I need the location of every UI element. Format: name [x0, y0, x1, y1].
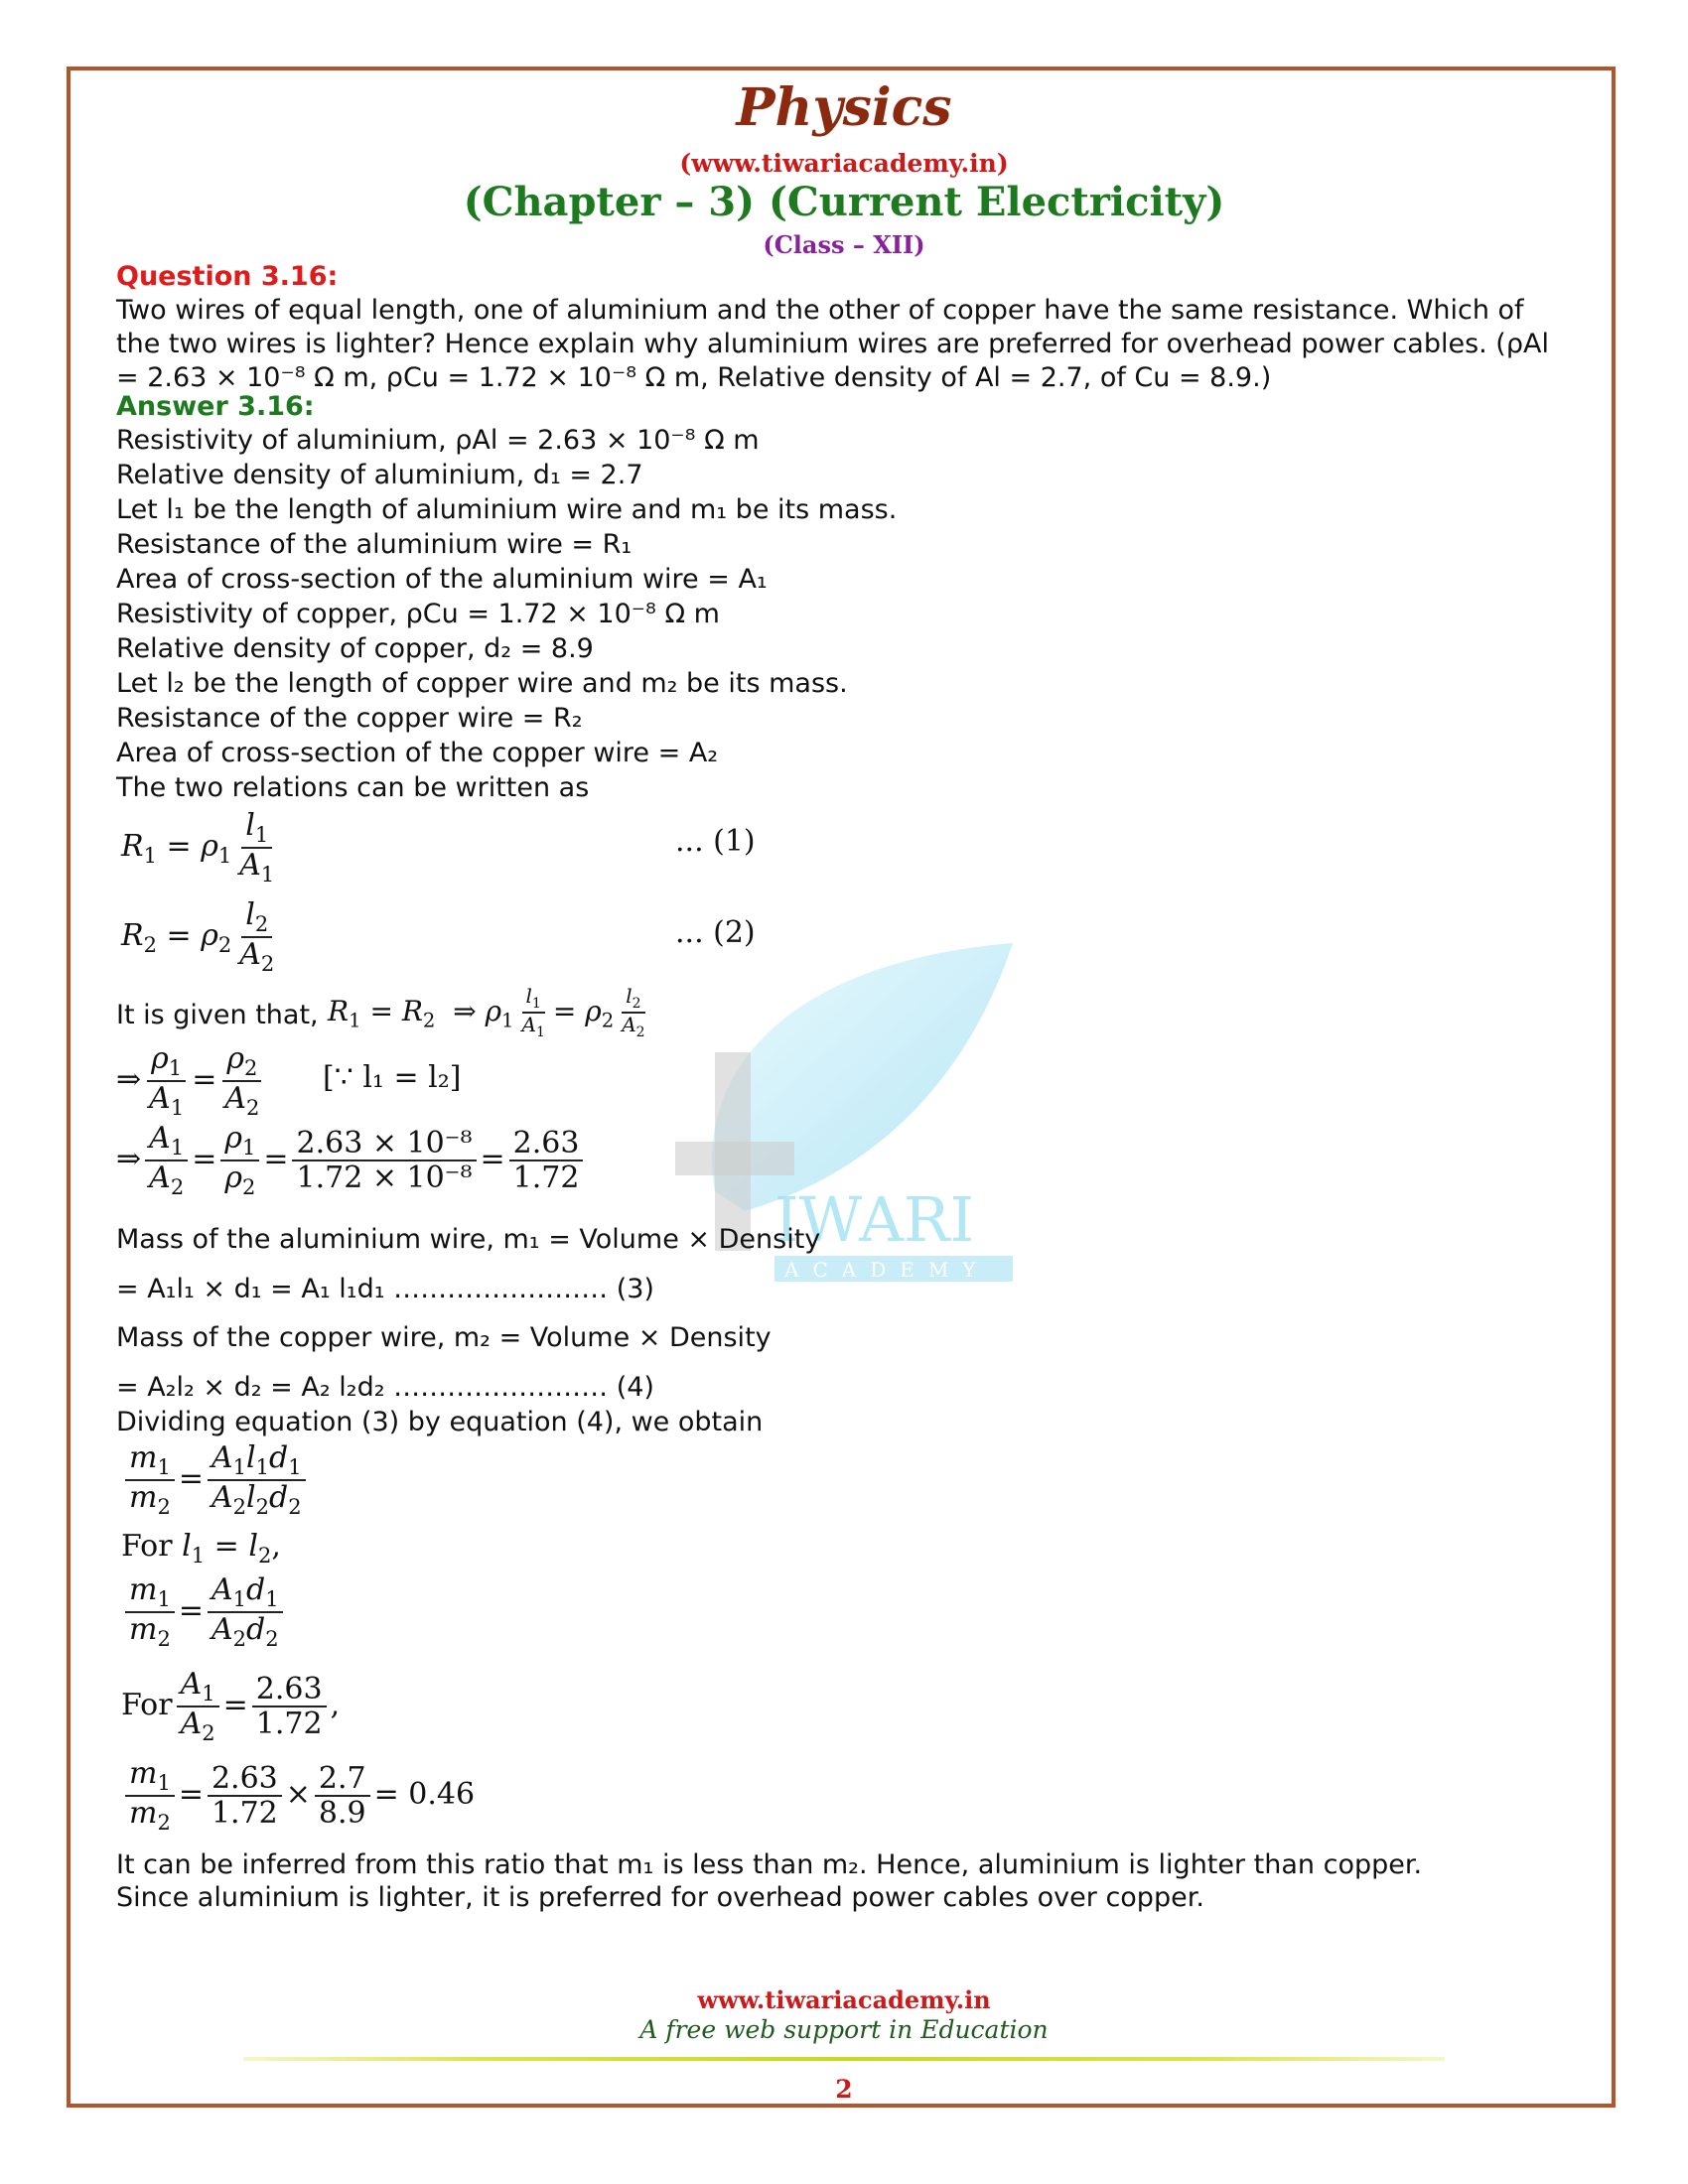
- mass-ratio-equation: $\frac{m_1}{m_2}$ = $\frac{A_1l_1d_1}{A_2l_2d_2}$: [121, 1441, 310, 1519]
- equation-1: $R_1 = \rho_1$ $\frac{l_1}{A_1}$: [121, 808, 275, 887]
- answer-line: The two relations can be written as: [116, 772, 590, 803]
- footer-site-link[interactable]: www.tiwariacademy.in: [697, 1985, 991, 2014]
- rho-area-ratio: ⇒ $\frac{\rho_1}{A_1}$ = $\frac{\rho_2}{A_2}$: [116, 1041, 260, 1121]
- answer-line: Resistivity of aluminium, ρAl = 2.63 × 10⁻⁸ Ω m: [116, 425, 760, 456]
- given-equation: $R_1 = R_2$ ⇒ $\rho_1$ $\frac{l_1}{A_1}$ = $\rho_2$ $\frac{l_2}{A_2}$: [328, 984, 645, 1041]
- answer-label: Answer 3.16:: [116, 391, 315, 422]
- because-note: [∵ l₁ = l₂]: [323, 1060, 462, 1095]
- conclusion-line-1: It can be inferred from this ratio that m₁ is less than m₂. Hence, aluminium is lighter than copper.: [116, 1849, 1423, 1880]
- class-label: (Class – XII): [763, 230, 925, 259]
- equation-2-tag: ... (2): [675, 915, 756, 950]
- subject-title: Physics: [736, 77, 952, 138]
- mass-aluminium-expression: = A₁l₁ × d₁ = A₁ l₁d₁ …………………… (3): [116, 1274, 654, 1304]
- question-label: Question 3.16:: [116, 261, 339, 292]
- header-site-link[interactable]: (www.tiwariacademy.in): [679, 149, 1009, 178]
- answer-line: Let l₂ be the length of copper wire and m₂ be its mass.: [116, 668, 848, 699]
- answer-line: Resistance of the aluminium wire = R₁: [116, 529, 633, 560]
- answer-line: Resistivity of copper, ρCu = 1.72 × 10⁻⁸ Ω m: [116, 599, 720, 629]
- chapter-title: (Chapter – 3) (Current Electricity): [463, 179, 1225, 225]
- mass-copper: Mass of the copper wire, m₂ = Volume × Density: [116, 1322, 772, 1353]
- answer-line: Area of cross-section of the copper wire = A₂: [116, 738, 719, 768]
- answer-line: Area of cross-section of the aluminium wire = A₁: [116, 564, 768, 595]
- area-ratio-equation: ⇒ $\frac{A_1}{A_2}$ = $\frac{\rho_1}{\rho_2}$ = $\frac{\text{2.63 × 10⁻⁸}}{\text{1.72 × 10⁻⁸}}$ = $\frac{2.63}{1.72}$: [116, 1122, 587, 1199]
- tiwari-leaf-logo-icon: [655, 913, 1053, 1330]
- dividing-text: Dividing equation (3) by equation (4), we obtain: [116, 1407, 764, 1437]
- final-result-equation: $\frac{m_1}{m_2}$ = $\frac{2.63}{1.72}$ × $\frac{2.7}{8.9}$ = 0.46: [121, 1757, 475, 1835]
- answer-line: Let l₁ be the length of aluminium wire and m₁ be its mass.: [116, 494, 898, 525]
- footer-tagline: A free web support in Education: [639, 2015, 1049, 2044]
- watermark-word: IWARI: [774, 1183, 975, 1256]
- answer-line: Relative density of copper, d₂ = 8.9: [116, 633, 594, 664]
- equation-1-tag: ... (1): [675, 824, 756, 859]
- equation-2: $R_2 = \rho_2$ $\frac{l_2}{A_2}$: [121, 897, 275, 977]
- mass-ratio-simplified: $\frac{m_1}{m_2}$ = $\frac{A_1d_1}{A_2d_2}$: [121, 1573, 287, 1651]
- length-condition: For $l_1 = l_2$,: [121, 1529, 281, 1568]
- question-text: Two wires of equal length, one of aluminium and the other of copper have the same resistance. Which of the two wires is lighter? Hence explain why aluminium wires are preferred for overhead power cables. (ρAl = 2.63 × 10⁻⁸ Ω m, ρCu = 1.72 × 10⁻⁸ Ω m, Relative density of Al = 2.7, of Cu = 8.9.): [116, 295, 1549, 393]
- answer-line: Resistance of the copper wire = R₂: [116, 703, 583, 734]
- conclusion-line-2: Since aluminium is lighter, it is preferred for overhead power cables over copper.: [116, 1882, 1204, 1913]
- area-ratio-condition: For $\frac{A_1}{A_2}$ = $\frac{2.63}{1.72}$ ,: [121, 1667, 341, 1746]
- mass-aluminium: Mass of the aluminium wire, m₁ = Volume × Density: [116, 1224, 821, 1255]
- mass-copper-expression: = A₂l₂ × d₂ = A₂ l₂d₂ …………………… (4): [116, 1372, 654, 1403]
- page-number: 2: [835, 2075, 853, 2104]
- answer-line: Relative density of aluminium, d₁ = 2.7: [116, 460, 643, 490]
- given-prefix: It is given that,: [116, 1000, 319, 1030]
- footer-divider: [243, 2057, 1445, 2061]
- watermark-sub: ACADEMY: [784, 1258, 990, 1282]
